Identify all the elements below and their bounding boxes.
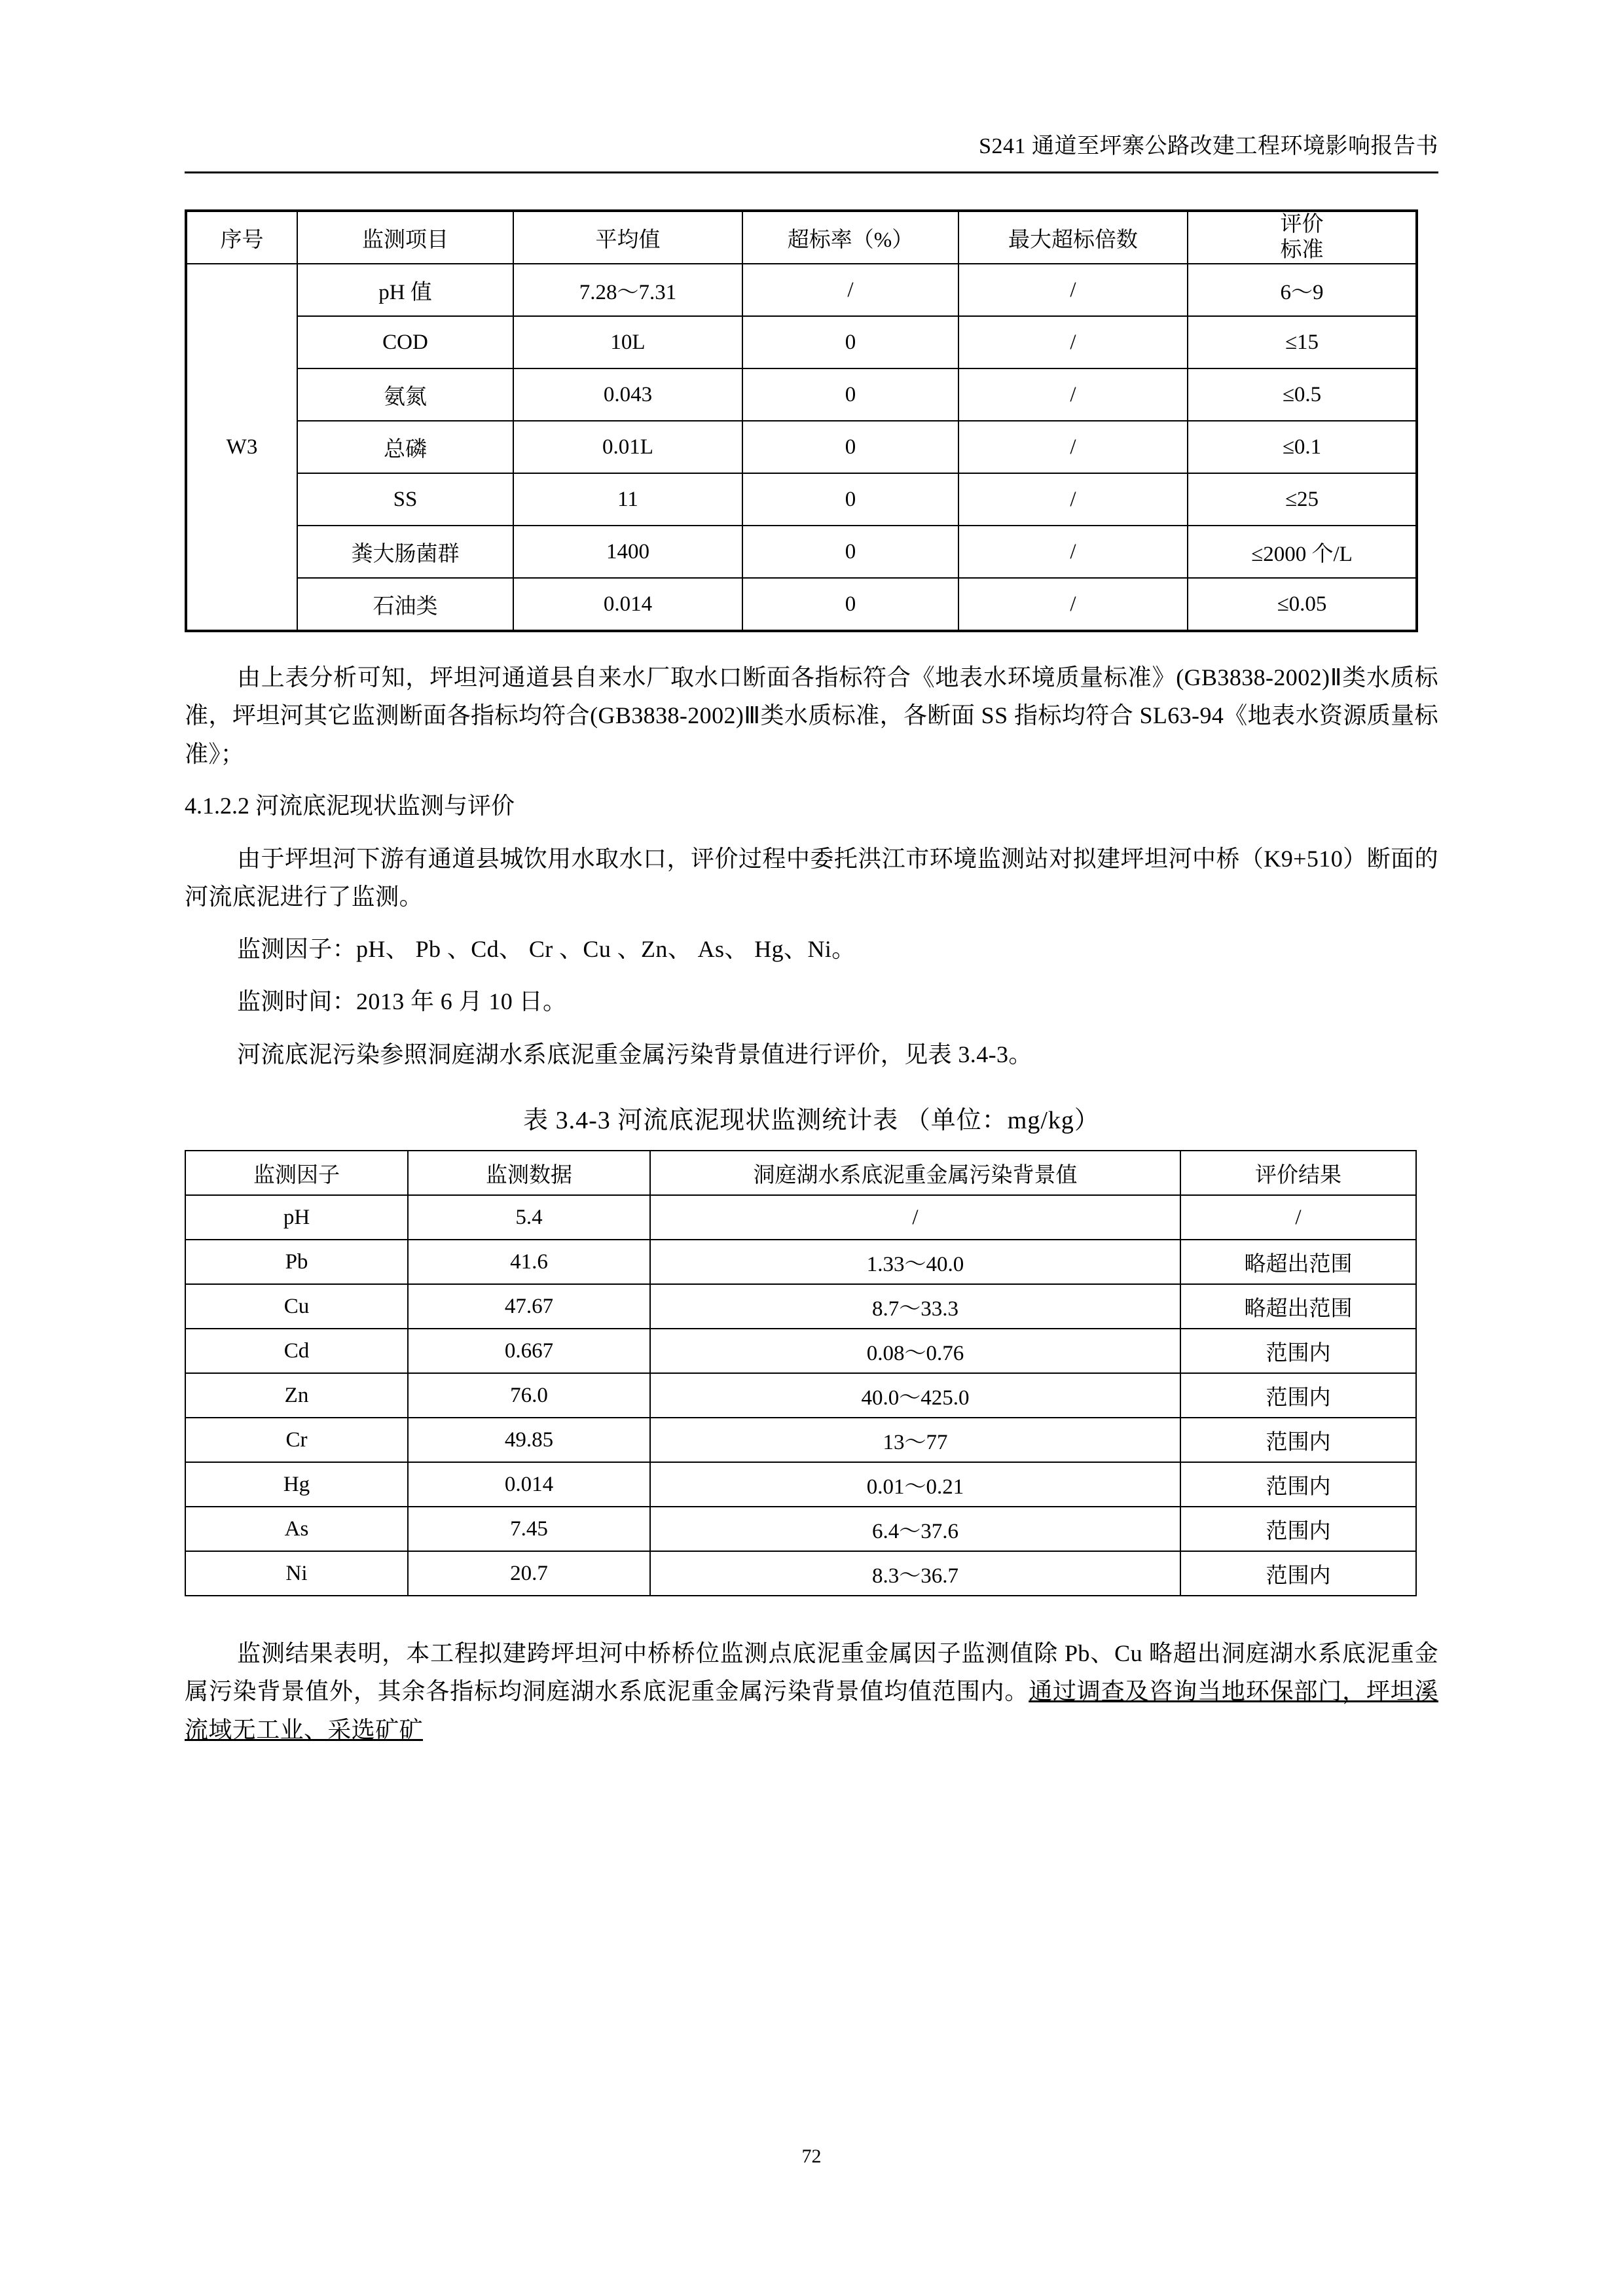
cell-result: /	[1180, 1195, 1416, 1240]
cell-max-exceed: /	[958, 368, 1188, 421]
table-header-row	[185, 1151, 1416, 1195]
table-row	[185, 1462, 1416, 1507]
cell-result: 范围内	[1180, 1418, 1416, 1462]
paragraph-conclusion	[185, 1634, 1438, 1749]
cell-background: 0.01～0.21	[650, 1462, 1180, 1507]
col-header-result: 评价结果	[1180, 1151, 1416, 1195]
cell-max-exceed: /	[958, 526, 1188, 578]
paragraph-sediment-intro: 由于坪坦河下游有通道县城饮用水取水口，评价过程中委托洪江市环境监测站对拟建坪坦河中桥（K9+510）断面的河流底泥进行了监测。	[185, 845, 1438, 910]
cell-exceed-rate: 0	[742, 578, 958, 631]
cell-result: 范围内	[1180, 1329, 1416, 1373]
cell-background: 40.0～425.0	[650, 1373, 1180, 1418]
cell-result: 范围内	[1180, 1462, 1416, 1507]
cell-standard: ≤0.1	[1188, 421, 1417, 473]
table-row	[186, 421, 1417, 473]
table-row	[186, 578, 1417, 631]
table-row	[185, 1551, 1416, 1596]
cell-average: 10L	[513, 316, 742, 368]
cell-factor: Pb	[185, 1240, 408, 1284]
cell-max-exceed: /	[958, 578, 1188, 631]
paragraph-evaluation-reference: 河流底泥污染参照洞庭湖水系底泥重金属污染背景值进行评价，见表 3.4-3。	[237, 1041, 1032, 1067]
cell-exceed-rate: /	[742, 264, 958, 316]
cell-background: /	[650, 1195, 1180, 1240]
table-row	[186, 368, 1417, 421]
cell-exceed-rate: 0	[742, 316, 958, 368]
table-row	[185, 1507, 1416, 1551]
cell-average: 0.01L	[513, 421, 742, 473]
cell-item: 氨氮	[297, 368, 513, 421]
table-row	[186, 264, 1417, 316]
cell-average: 0.043	[513, 368, 742, 421]
cell-average: 1400	[513, 526, 742, 578]
col-header-standard-line1: 评价	[1280, 213, 1324, 237]
cell-background: 0.08～0.76	[650, 1329, 1180, 1373]
cell-standard: ≤15	[1188, 316, 1417, 368]
col-header-average: 平均值	[513, 211, 742, 264]
table-row	[185, 1329, 1416, 1373]
cell-background: 1.33～40.0	[650, 1240, 1180, 1284]
table-caption-3-4-3: 表 3.4-3 河流底泥现状监测统计表 （单位：mg/kg）	[523, 1107, 1100, 1135]
cell-background: 6.4～37.6	[650, 1507, 1180, 1551]
table-row	[186, 526, 1417, 578]
cell-item: 粪大肠菌群	[297, 526, 513, 578]
table-row	[185, 1373, 1416, 1418]
table-row	[185, 1418, 1416, 1462]
conclusion-text-underlined: 通过调查及咨询当地环保部门，坪坦溪流域无工业、采选矿矿	[185, 1678, 1438, 1743]
cell-average: 0.014	[513, 578, 742, 631]
cell-result: 略超出范围	[1180, 1284, 1416, 1329]
col-header-background: 洞庭湖水系底泥重金属污染背景值	[650, 1151, 1180, 1195]
cell-standard: ≤2000 个/L	[1188, 526, 1417, 578]
col-header-factor: 监测因子	[185, 1151, 408, 1195]
cell-item: 石油类	[297, 578, 513, 631]
cell-standard: ≤0.05	[1188, 578, 1417, 631]
cell-background: 8.7～33.3	[650, 1284, 1180, 1329]
table-row	[186, 316, 1417, 368]
paragraph-monitoring-factors: 监测因子：pH、 Pb 、Cd、 Cr 、Cu 、Zn、 As、 Hg、Ni。	[237, 936, 856, 963]
cell-standard: ≤0.5	[1188, 368, 1417, 421]
cell-result: 略超出范围	[1180, 1240, 1416, 1284]
cell-result: 范围内	[1180, 1507, 1416, 1551]
cell-data: 49.85	[408, 1418, 650, 1462]
table-row	[185, 1284, 1416, 1329]
cell-exceed-rate: 0	[742, 421, 958, 473]
cell-data: 0.014	[408, 1462, 650, 1507]
cell-item: 总磷	[297, 421, 513, 473]
cell-max-exceed: /	[958, 316, 1188, 368]
water-quality-table	[185, 209, 1418, 632]
cell-factor: Cd	[185, 1329, 408, 1373]
table-row	[185, 1240, 1416, 1284]
cell-max-exceed: /	[958, 264, 1188, 316]
cell-data: 0.667	[408, 1329, 650, 1373]
cell-average: 7.28～7.31	[513, 264, 742, 316]
cell-item: pH 值	[297, 264, 513, 316]
col-header-data: 监测数据	[408, 1151, 650, 1195]
cell-data: 20.7	[408, 1551, 650, 1596]
cell-factor: Zn	[185, 1373, 408, 1418]
cell-data: 76.0	[408, 1373, 650, 1418]
col-header-standard-line2: 标准	[1280, 238, 1324, 262]
cell-factor: Hg	[185, 1462, 408, 1507]
table-row	[186, 473, 1417, 526]
cell-data: 47.67	[408, 1284, 650, 1329]
section-heading-4-1-2-2: 4.1.2.2 河流底泥现状监测与评价	[185, 792, 515, 819]
cell-data: 5.4	[408, 1195, 650, 1240]
col-header-exceed-rate: 超标率（%）	[742, 211, 958, 264]
cell-factor: Cu	[185, 1284, 408, 1329]
cell-data: 41.6	[408, 1240, 650, 1284]
cell-exceed-rate: 0	[742, 368, 958, 421]
cell-background: 13～77	[650, 1418, 1180, 1462]
cell-factor: Cr	[185, 1418, 408, 1462]
cell-standard: 6～9	[1188, 264, 1417, 316]
cell-average: 11	[513, 473, 742, 526]
page-number: 72	[801, 2145, 822, 2167]
page-header: S241 通道至坪寨公路改建工程环境影响报告书	[979, 134, 1438, 158]
paragraph-monitoring-time: 监测时间：2013 年 6 月 10 日。	[237, 988, 567, 1015]
col-header-item: 监测项目	[297, 211, 513, 264]
cell-factor: Ni	[185, 1551, 408, 1596]
conclusion-text-plain: 监测结果表明，本工程拟建跨坪坦河中桥桥位监测点底泥重金属因子监测值除 Pb、Cu 略超出洞庭湖水系底泥重金属污染背景值外，其余各指标均洞庭湖水系底泥重金属污染背景值均值范围内。	[185, 1640, 1438, 1705]
table-header-row	[186, 211, 1417, 264]
cell-exceed-rate: 0	[742, 473, 958, 526]
group-label-w3: W3	[186, 264, 297, 631]
sediment-monitoring-table	[185, 1150, 1417, 1596]
cell-standard: ≤25	[1188, 473, 1417, 526]
col-header-standard	[1188, 211, 1417, 264]
col-header-max-exceed: 最大超标倍数	[958, 211, 1188, 264]
cell-data: 7.45	[408, 1507, 650, 1551]
cell-item: COD	[297, 316, 513, 368]
cell-factor: As	[185, 1507, 408, 1551]
cell-max-exceed: /	[958, 421, 1188, 473]
cell-item: SS	[297, 473, 513, 526]
cell-result: 范围内	[1180, 1551, 1416, 1596]
cell-exceed-rate: 0	[742, 526, 958, 578]
page-content	[185, 209, 1438, 1749]
header-divider	[185, 171, 1438, 173]
cell-factor: pH	[185, 1195, 408, 1240]
table-row	[185, 1195, 1416, 1240]
cell-result: 范围内	[1180, 1373, 1416, 1418]
col-header-index: 序号	[186, 211, 297, 264]
paragraph-analysis: 由上表分析可知，坪坦河通道县自来水厂取水口断面各指标符合《地表水环境质量标准》(GB3838-2002)Ⅱ类水质标准，坪坦河其它监测断面各指标均符合(GB3838-2002)Ⅲ类水质标准，各断面 SS 指标均符合 SL63-94《地表水资源质量标准》；	[185, 664, 1438, 767]
cell-background: 8.3～36.7	[650, 1551, 1180, 1596]
cell-max-exceed: /	[958, 473, 1188, 526]
